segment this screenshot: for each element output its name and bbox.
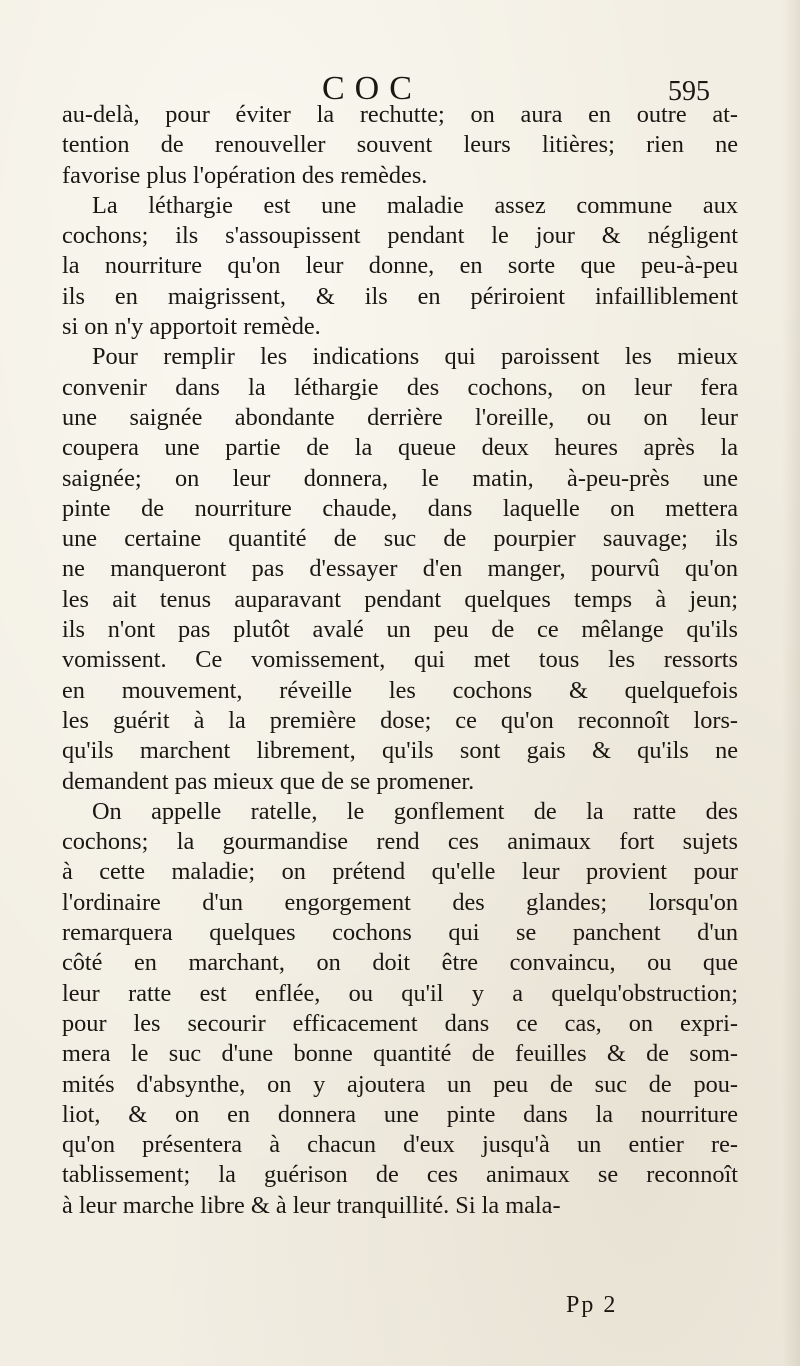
paragraph-first-line: Pour remplir les indications qui paroissent les mieux xyxy=(92,343,738,371)
text-line: leur ratte est enflée, ou qu'il y a quelqu'obstruction; xyxy=(62,979,738,1007)
text-line: vomissent. Ce vomissement, qui met tous les ressorts xyxy=(62,646,738,674)
text-line: à cette maladie; on prétend qu'elle leur provient pour xyxy=(62,858,738,886)
text-line: liot, & on en donnera une pinte dans la nourriture xyxy=(62,1100,738,1128)
running-title: COC xyxy=(322,70,422,107)
text-line: une saignée abondante derrière l'oreille, ou on leur xyxy=(62,403,738,431)
text-line: remarquera quelques cochons qui se panchent d'un xyxy=(62,919,738,947)
text-line: convenir dans la léthargie des cochons, on leur fera xyxy=(62,373,738,401)
text-line: mités d'absynthe, on y ajoutera un peu de suc de pou- xyxy=(62,1070,738,1098)
text-line: cochons; la gourmandise rend ces animaux fort sujets xyxy=(62,828,738,856)
text-line: cochons; ils s'assoupissent pendant le jour & négligent xyxy=(62,222,738,250)
text-line: tention de renouveller souvent leurs litières; rien ne xyxy=(62,131,738,159)
text-line: en mouvement, réveille les cochons & quelquefois xyxy=(62,676,738,704)
text-line: pour les secourir efficacement dans ce cas, on expri- xyxy=(62,1009,738,1037)
paragraph-first-line: La léthargie est une maladie assez commune aux xyxy=(92,191,738,219)
text-line: ils en maigrissent, & ils en périroient infailliblement xyxy=(62,282,738,310)
text-line: qu'ils marchent librement, qu'ils sont gais & qu'ils ne xyxy=(62,737,738,765)
text-line: à leur marche libre & à leur tranquillité. Si la mala- xyxy=(62,1191,561,1219)
text-line: la nourriture qu'on leur donne, en sorte que peu-à-peu xyxy=(62,252,738,280)
text-line: tablissement; la guérison de ces animaux se reconnoît xyxy=(62,1161,738,1189)
text-line: si on n'y apportoit remède. xyxy=(62,313,321,341)
text-line: les guérit à la première dose; ce qu'on reconnoît lors- xyxy=(62,706,738,734)
body-text xyxy=(62,100,738,1221)
paragraph-first-line: On appelle ratelle, le gonflement de la ratte des xyxy=(92,797,738,825)
text-line: ils n'ont pas plutôt avalé un peu de ce mêlange qu'ils xyxy=(62,616,738,644)
signature-mark: Pp 2 xyxy=(566,1292,618,1318)
page-number: 595 xyxy=(668,76,710,107)
text-line: saignée; on leur donnera, le matin, à-peu-près une xyxy=(62,464,738,492)
text-line: mera le suc d'une bonne quantité de feuilles & de som- xyxy=(62,1040,738,1068)
text-line: au-delà, pour éviter la rechutte; on aura en outre at- xyxy=(62,101,738,128)
text-line: les ait tenus auparavant pendant quelques temps à jeun; xyxy=(62,585,738,613)
text-line: favorise plus l'opération des remèdes. xyxy=(62,161,428,189)
text-line: une certaine quantité de suc de pourpier sauvage; ils xyxy=(62,525,738,553)
text-line: qu'on présentera à chacun d'eux jusqu'à un entier re- xyxy=(62,1131,738,1159)
text-line: demandent pas mieux que de se promener. xyxy=(62,767,475,795)
page-edge-shadow xyxy=(782,0,800,1366)
text-line: côté en marchant, on doit être convaincu, ou que xyxy=(62,949,738,977)
text-line: pinte de nourriture chaude, dans laquelle on mettera xyxy=(62,494,738,522)
text-line: coupera une partie de la queue deux heures après la xyxy=(62,434,738,462)
text-line: ne manqueront pas d'essayer d'en manger, pourvû qu'on xyxy=(62,555,738,583)
text-line: l'ordinaire d'un engorgement des glandes; lorsqu'on xyxy=(62,888,738,916)
